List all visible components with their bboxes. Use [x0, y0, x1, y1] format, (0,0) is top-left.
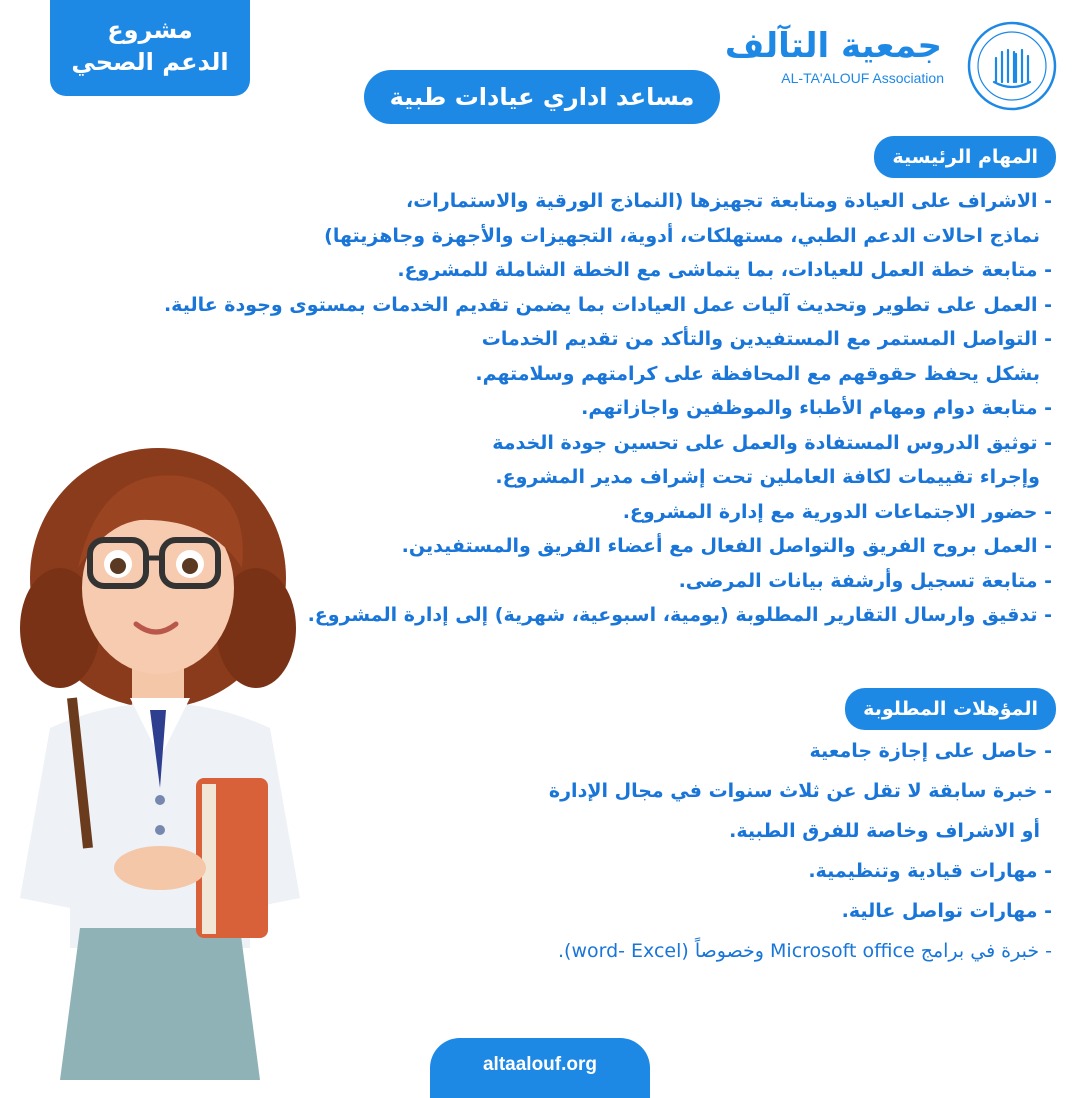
logo-emblem-icon	[966, 20, 1058, 112]
task-line: بشكل يحفظ حقوقهم مع المحافظة على كرامتهم وسلامتهم.	[475, 362, 1040, 385]
qualification-line: - خبرة سابقة لا تقل عن ثلاث سنوات في مجال الإدارة	[548, 780, 1052, 802]
doctor-character-illustration	[10, 428, 310, 1080]
task-line: - متابعة تسجيل وأرشفة بيانات المرضى.	[678, 569, 1052, 592]
section-heading-qualifications: المؤهلات المطلوبة	[845, 688, 1056, 730]
qualification-line: - خبرة في برامج Microsoft office وخصوصاً (word- Excel).	[557, 940, 1052, 962]
task-line: - متابعة خطة العمل للعيادات، بما يتماشى مع الخطة الشاملة للمشروع.	[397, 259, 1052, 281]
task-line: - العمل على تطوير وتحديث آليات عمل العيادات بما يضمن تقديم الخدمات بمستوى وجودة عالية.	[163, 293, 1052, 316]
qualification-line: - مهارات تواصل عالية.	[841, 900, 1052, 922]
qualification-line: أو الاشراف وخاصة للفرق الطبية.	[729, 820, 1040, 842]
task-line: نماذج احالات الدعم الطبي، مستهلكات، أدوية، التجهيزات والأجهزة وجاهزيتها)	[324, 224, 1040, 247]
qualification-line: - مهارات قيادية وتنظيمية.	[808, 860, 1052, 882]
qualification-line: - حاصل على إجازة جامعية	[809, 740, 1052, 762]
task-line: وإجراء تقييمات لكافة العاملين تحت إشراف مدير المشروع.	[495, 466, 1040, 488]
task-line: - التواصل المستمر مع المستفيدين والتأكد من تقديم الخدمات	[481, 328, 1052, 350]
task-line: - توثيق الدروس المستفادة والعمل على تحسين جودة الخدمة	[492, 431, 1052, 454]
project-badge-line1: مشروع	[107, 16, 193, 44]
task-line: - حضور الاجتماعات الدورية مع إدارة المشروع.	[622, 500, 1052, 523]
task-line: - متابعة دوام ومهام الأطباء والموظفين واجازاتهم.	[581, 397, 1052, 419]
task-line: - الاشراف على العيادة ومتابعة تجهيزها (النماذج الورقية والاستمارات،	[406, 190, 1052, 212]
qualifications-list	[412, 731, 1052, 971]
logo-name-english: AL-TA'ALOUF Association	[781, 70, 944, 86]
website-link[interactable]: altaalouf.org	[430, 1038, 650, 1098]
job-title: مساعد اداري عيادات طبية	[364, 70, 720, 124]
task-line: - تدقيق وارسال التقارير المطلوبة (يومية، اسبوعية، شهرية) إلى إدارة المشروع.	[307, 604, 1052, 626]
association-logo	[724, 20, 1058, 110]
project-badge-line2: الدعم الصحي	[71, 48, 229, 76]
logo-name-arabic: جمعية التآلف	[724, 26, 942, 66]
section-heading-tasks: المهام الرئيسية	[874, 136, 1056, 178]
project-badge	[50, 0, 250, 96]
task-line: - العمل بروح الفريق والتواصل الفعال مع أعضاء الفريق والمستفيدين.	[401, 535, 1052, 557]
